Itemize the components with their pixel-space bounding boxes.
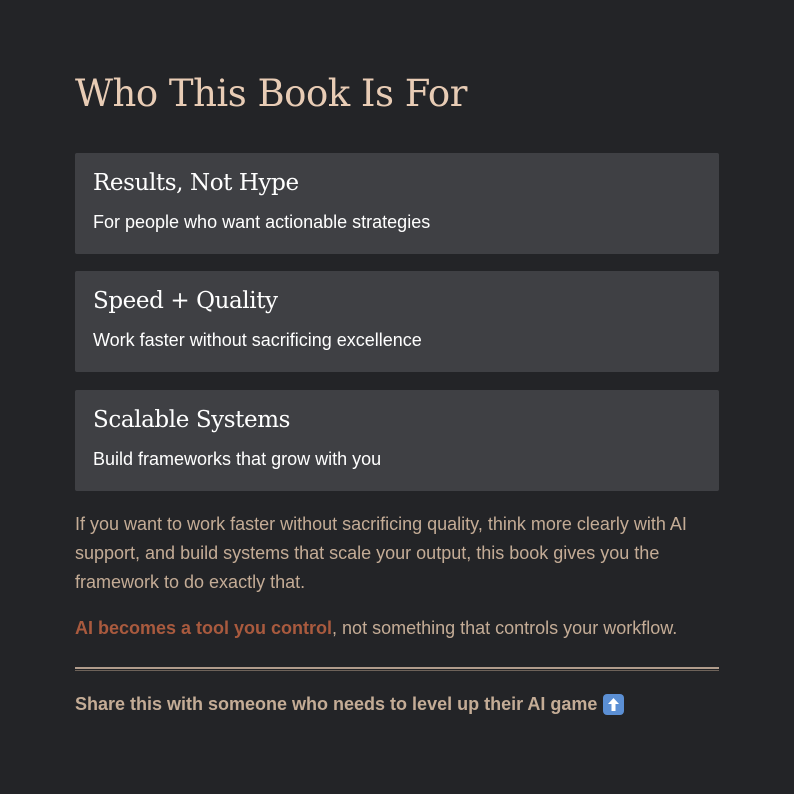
divider (75, 667, 719, 671)
up-arrow-icon (603, 694, 624, 715)
card-heading: Results, Not Hype (93, 170, 299, 196)
share-text: Share this with someone who needs to level up their AI game (75, 694, 598, 714)
summary-paragraph: If you want to work faster without sacrificing quality, think more clearly with AI support, and build systems that scale your output, this book gives you the framework to do exactly that. (75, 514, 687, 592)
audience-card-speed (75, 271, 719, 372)
emphasis-rest: , not something that controls your workflow. (332, 618, 678, 638)
emphasis-highlight: AI becomes a tool you control (75, 618, 333, 638)
share-call-to-action (75, 690, 624, 718)
emphasis-statement (75, 614, 677, 643)
card-description: For people who want actionable strategies (93, 212, 431, 232)
page-title: Who This Book Is For (75, 72, 467, 115)
card-description: Build frameworks that grow with you (93, 449, 382, 469)
card-heading: Speed + Quality (93, 288, 278, 314)
audience-card-results (75, 153, 719, 254)
card-description: Work faster without sacrificing excellence (93, 330, 422, 350)
audience-card-systems (75, 390, 719, 491)
card-heading: Scalable Systems (93, 407, 291, 433)
